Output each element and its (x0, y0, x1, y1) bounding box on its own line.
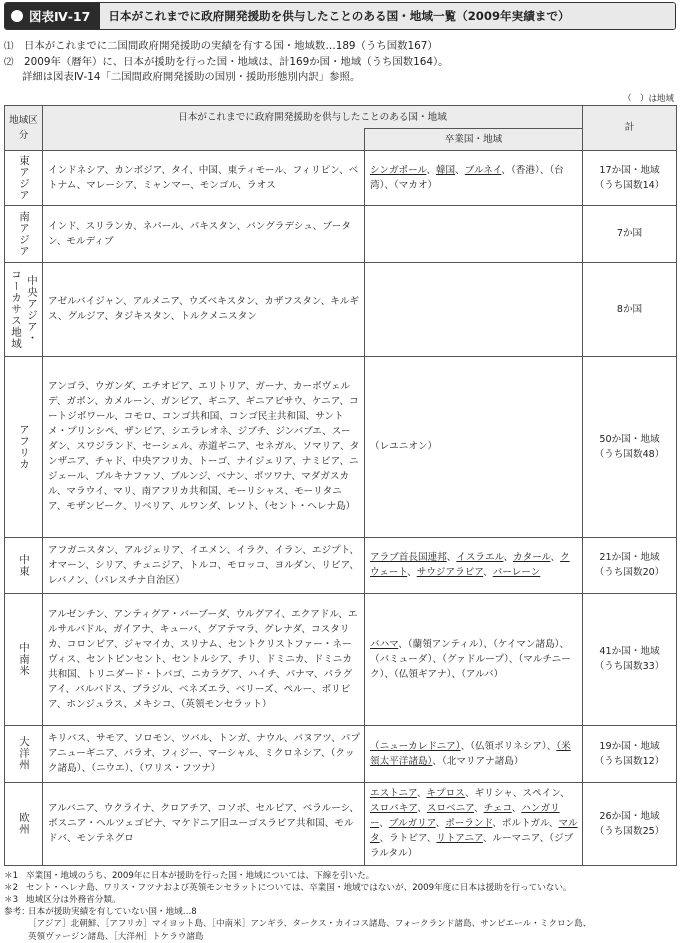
unit-note: （ ）は地域 (622, 93, 674, 104)
graduated-country-aided: ハンガリー (370, 803, 560, 829)
graduated-country-aided: カタール (513, 552, 551, 563)
table-row (5, 150, 677, 205)
total-country-count: （うち国数20） (594, 567, 665, 578)
graduated-country-aided: リトアニア (436, 833, 483, 844)
graduated-country-text: 、ルーマニア、（ジブラルタル） (370, 833, 574, 859)
graduated-country-aided: （ニューカレドニア） (370, 740, 461, 752)
graduated-country-text: 、 (435, 818, 446, 829)
reference-mark: 参考： (4, 907, 30, 918)
graduated-country-text: （レユニオン） (370, 441, 438, 452)
graduated-country-text: 、 (417, 803, 427, 814)
countries-cell: アンゴラ、ウガンダ、エチオピア、エリトリア、ガーナ、カーボヴェルデ、ガボン、カメルーン、ガンビア、ギニア、ギニアビサウ、ケニア、コートジボワール、コモロ、コンゴ共和国、コンゴ民主共和国、サントメ・プリンシペ、ザンビア、シエラレオネ、ジブチ、ジンバブエ、スーダン、スワジランド、セーシェル、赤道ギニア、セネガル、ソマリア、タンザニア、チャド、中央アフリカ、トーゴ、ナイジェリア、ナミビア、ニジェール、ブルキナファソ、ブルンジ、ベナン、ボツワナ、マダガスカル、マラウイ、マリ、南アフリカ共和国、モーリシャス、モーリタニア、モザンビーク、リベリア、ルワンダ、レソト、（セント・ヘレナ島） (43, 356, 365, 537)
graduated-country-aided: クウェート (370, 552, 570, 578)
graduated-country-text: 、 (474, 803, 484, 814)
footnotes (4, 870, 676, 943)
countries-cell: アフガニスタン、アルジェリア、イエメン、イラク、イラン、エジプト、オマーン、シリア、チュニジア、トルコ、モロッコ、ヨルダン、リビア、レバノン、（パレスチナ自治区） (43, 537, 365, 593)
region-label: アフリカ (18, 423, 30, 470)
footnote-3-text: 地域区分は外務省分類。 (26, 894, 121, 905)
reference-3: 英領ヴァージン諸島、［大洋州］トケラウ諸島 (28, 931, 204, 942)
header-total: 計 (583, 105, 677, 150)
note-1 (4, 39, 676, 55)
total-count: 7か国 (616, 228, 643, 239)
footnote-3-mark: ＊3 (4, 894, 19, 905)
graduated-country-aided: バーレーン (492, 567, 541, 578)
figure (4, 2, 676, 943)
graduated-country-text: 、ポルトガル、 (492, 818, 559, 829)
footnote-2-mark: ＊2 (4, 882, 19, 893)
countries-cell: インド、スリランカ、ネパール、パキスタン、バングラデシュ、ブータン、モルディブ (43, 205, 365, 262)
total-country-count: （うち国数33） (594, 661, 665, 672)
header-blank (43, 128, 365, 150)
graduated-country-text: 、 (407, 567, 417, 578)
graduated-cell (365, 725, 583, 782)
figure-label (5, 3, 100, 29)
region-cell (5, 725, 43, 782)
table-row (5, 205, 677, 262)
graduated-country-aided: ブルネイ (464, 164, 502, 176)
total-cell (583, 262, 677, 356)
note-1-text: 日本がこれまでに二国間政府開発援助の実績を有する国・地域数…189（うち国数167） (24, 40, 438, 52)
graduated-cell (365, 537, 583, 593)
total-cell (583, 205, 677, 262)
reference-1-text: 日本が援助実績を有していない国・地域…8 (28, 907, 197, 918)
graduated-country-text: 、ギリシャ、スペイン、 (465, 788, 570, 799)
graduated-country-aided: マルタ (370, 818, 578, 844)
note-2-text: 2009年（暦年）に、日本が援助を行った国・地域は、計169か国・地域（うち国数164）。 (24, 55, 449, 68)
countries-cell: アルバニア、ウクライナ、クロアチア、コソボ、セルビア、ベラルーシ、ボスニア・ヘルツェゴビナ、マケドニア旧ユーゴスラビア共和国、モルドバ、モンテネグロ (43, 782, 365, 865)
countries-cell: キリバス、サモア、ソロモン、ツバル、トンガ、ナウル、バヌアツ、パプアニューギニア、パラオ、フィジー、マーシャル、ミクロネシア、（クック諸島）、（ニウエ）、（ワリス・フツナ） (43, 725, 365, 782)
footnote-1-mark: ＊1 (4, 870, 19, 881)
total-cell (583, 150, 677, 205)
total-cell (583, 537, 677, 593)
region-cell (5, 537, 43, 593)
figure-header (4, 2, 676, 30)
total-cell (583, 725, 677, 782)
graduated-country-aided: 韓国 (435, 164, 456, 176)
region-cell (5, 593, 43, 725)
graduated-country-aided: バハマ (370, 638, 399, 650)
graduated-country-text: 、 (446, 552, 457, 563)
note-3: 詳細は図表Ⅳ-14「二国間政府開発援助の国別・援助形態別内訳」参照。 (22, 71, 361, 83)
graduated-cell (365, 782, 583, 865)
graduated-country-aided: スロベニア (426, 803, 474, 814)
graduated-country-text: 、（仏領ポリネシア）、 (460, 740, 557, 752)
graduated-cell (365, 150, 583, 205)
note-1-number: ⑴ (4, 41, 14, 52)
header-region: 地域区分 (5, 105, 43, 150)
footnote-1-text: 卒業国・地域のうち、2009年に日本が援助を行った国・地域については、下線を引いた。 (26, 870, 375, 881)
total-count: 50か国・地域 (599, 433, 660, 445)
graduated-cell (365, 356, 583, 537)
total-country-count: （うち国数48） (594, 448, 665, 460)
region-label: 大洋州 (18, 736, 30, 771)
graduated-country-aided: ポーランド (445, 818, 493, 829)
total-count: 19か国・地域 (599, 740, 660, 752)
total-country-count: （うち国数14） (594, 179, 665, 191)
table-row (5, 593, 677, 725)
graduated-country-aided: キプロス (426, 788, 466, 799)
graduated-country-aided: （米領太平洋諸島） (370, 740, 571, 767)
graduated-country-text: 、 (426, 164, 436, 176)
total-count: 17か国・地域 (599, 164, 660, 176)
region-cell (5, 150, 43, 205)
total-country-count: （うち国数12） (594, 755, 665, 767)
footnote-3 (4, 894, 676, 906)
graduated-country-text: 、（北マリアナ諸島） (432, 755, 524, 767)
graduated-country-text: 、 (511, 803, 522, 814)
graduated-country-text: 、 (416, 788, 427, 799)
region-label: 東アジア (18, 154, 30, 201)
region-cell (5, 262, 43, 356)
total-count: 8か国 (616, 303, 643, 315)
figure-number: 図表Ⅳ-17 (29, 9, 91, 24)
graduated-country-text: 、 (503, 552, 514, 563)
table-row (5, 262, 677, 356)
figure-title: 日本がこれまでに政府開発援助を供与したことのある国・地域一覧（2009年実績まで） (100, 3, 675, 29)
graduated-country-aided: チェコ (483, 803, 512, 814)
bullet-circle-icon (11, 10, 23, 22)
graduated-country-text: 、 (379, 818, 389, 829)
table-row (5, 725, 677, 782)
graduated-country-text: 、（香港）、（台湾）、（マカオ） (370, 164, 564, 191)
graduated-country-text: 、ラトビア、 (379, 833, 437, 844)
graduated-country-aided: イスラエル (456, 552, 504, 563)
note-2 (4, 55, 676, 71)
total-count: 21か国・地域 (599, 552, 660, 563)
region-label: 南アジア (18, 210, 30, 257)
region-label: 中東 (18, 553, 30, 577)
graduated-country-aided: ブルガリア (388, 818, 436, 829)
notes (4, 39, 676, 86)
total-cell (583, 356, 677, 537)
region-label-line-2: コーカサス地域 (10, 268, 22, 350)
country-table (4, 105, 677, 866)
total-country-count: （うち国数25） (594, 825, 665, 837)
graduated-country-aided: エストニア (370, 788, 417, 799)
region-cell (5, 356, 43, 537)
total-cell (583, 782, 677, 865)
reference-1 (4, 906, 676, 918)
header-countries: 日本がこれまでに政府開発援助を供与したことのある国・地域 (43, 105, 583, 128)
table-row (5, 537, 677, 593)
graduated-country-text: 、 (550, 552, 561, 563)
footnote-2 (4, 882, 676, 894)
total-count: 41か国・地域 (599, 646, 660, 657)
note-2-number: ⑵ (4, 56, 14, 68)
countries-cell: インドネシア、カンボジア、タイ、中国、東ティモール、フィリピン、ベトナム、マレーシア、ミャンマー、モンゴル、ラオス (43, 150, 365, 205)
countries-cell: アルゼンチン、アンティグア・バーブーダ、ウルグアイ、エクアドル、エルサルバドル、ガイアナ、キューバ、グアテマラ、グレナダ、コスタリカ、コロンビア、ジャマイカ、スリナム、セントクリストファー・ネーヴィス、セントビンセント、セントルシア、チリ、ドミニカ、ドミニカ共和国、トリニダード・トバゴ、ニカラグア、ハイチ、パナマ、パラグアイ、バルバドス、ブラジル、ベネズエラ、ベリーズ、ペルー、ボリビア、ホンジュラス、メキシコ、（英領モンセラット） (43, 593, 365, 725)
graduated-country-aided: アラブ首長国連邦 (370, 552, 447, 563)
reference-2: ［アジア］北朝鮮、［アフリカ］マイヨット島、［中南米］アンギラ、タークス・カイコス諸島、フォークランド諸島、サンピエール・ミクロン島、 (28, 919, 592, 930)
region-label-line-1: 中央アジア・ (26, 274, 38, 344)
header-graduated: 卒業国・地域 (365, 128, 583, 150)
graduated-cell (365, 262, 583, 356)
region-cell (5, 782, 43, 865)
graduated-country-aided: シンガポール (370, 164, 427, 176)
footnote-2-text: セント・ヘレナ島、ワリス・フツナおよび英領モンセラットについては、卒業国・地域ではないが、2009年度に日本は援助を行っていない。 (26, 882, 572, 893)
region-label: 中南米 (18, 641, 30, 677)
graduated-country-aided: サウジアラビア (416, 567, 484, 578)
graduated-country-text: 、 (483, 567, 493, 578)
region-cell (5, 205, 43, 262)
graduated-cell (365, 593, 583, 725)
countries-cell: アゼルバイジャン、アルメニア、ウズベキスタン、カザフスタン、キルギス、グルジア、タジキスタン、トルクメニスタン (43, 262, 365, 356)
table-row (5, 356, 677, 537)
total-count: 26か国・地域 (599, 810, 660, 822)
graduated-country-text: 、 (455, 164, 465, 176)
table-row (5, 782, 677, 865)
graduated-country-aided: スロバキア (370, 803, 418, 814)
footnote-1 (4, 870, 676, 882)
region-label: 欧州 (18, 812, 30, 835)
graduated-cell (365, 205, 583, 262)
graduated-country-text: 、（蘭領アンティル）、（ケイマン諸島）、（バミューダ）、（グァドループ）、（マルチニーク）、（仏領ギアナ）、（アルバ） (370, 638, 571, 680)
total-cell (583, 593, 677, 725)
